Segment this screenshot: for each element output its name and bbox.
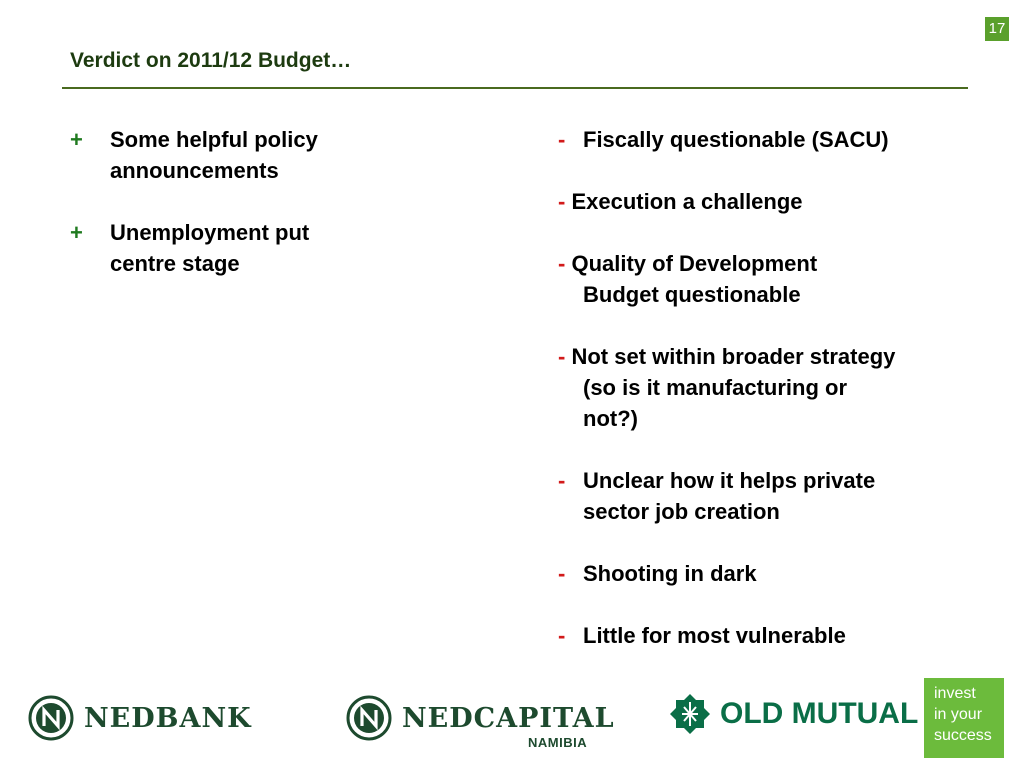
bullet-line: Shooting in dark (583, 561, 757, 586)
bullet-line: (so is it manufacturing or (583, 375, 848, 400)
tagline-line: in your (934, 706, 983, 723)
nedcapital-wordmark: NEDCAPITAL (402, 702, 615, 734)
tagline-line: success (934, 727, 992, 744)
bullet-line: Unemployment put (110, 220, 310, 245)
nedcapital-emblem-icon (346, 695, 392, 741)
bullet-line: Budget questionable (583, 282, 801, 307)
bullet-line: centre stage (110, 251, 240, 276)
bullet-line: Quality of Development (571, 251, 818, 276)
minus-marker: - (558, 344, 566, 369)
plus-marker: + (70, 220, 83, 245)
minus-marker: - (558, 127, 566, 152)
bullet-line: Not set within broader strategy (571, 344, 896, 369)
minus-marker: - (558, 189, 566, 214)
old-mutual-wordmark: OLD MUTUAL (720, 697, 919, 730)
minus-marker: - (558, 468, 566, 493)
footer-logos (0, 670, 1024, 768)
nedcapital-logo (346, 695, 615, 750)
list-item (556, 341, 996, 434)
list-item (556, 248, 996, 310)
page-number: 17 (985, 17, 1009, 41)
list-item (556, 124, 996, 155)
old-mutual-logo (668, 692, 918, 736)
bullet-line: Little for most vulnerable (583, 623, 846, 648)
bullet-line: Some helpful policy (110, 127, 318, 152)
minus-marker: - (558, 623, 566, 648)
tagline-line: invest (934, 685, 976, 702)
old-mutual-emblem-icon (668, 692, 712, 736)
bullet-line: announcements (110, 158, 279, 183)
plus-marker: + (70, 127, 83, 152)
list-item (556, 186, 996, 217)
slide-title: Verdict on 2011/12 Budget… (70, 49, 352, 72)
minus-marker: - (558, 561, 566, 586)
left-bullet-list (70, 124, 450, 279)
list-item (556, 558, 996, 589)
list-item (556, 620, 996, 651)
tagline-badge (924, 678, 1004, 758)
bullet-line: Unclear how it helps private (583, 468, 876, 493)
nedbank-wordmark: NEDBANK (84, 702, 252, 734)
right-bullet-list (556, 124, 996, 651)
minus-marker: - (558, 251, 566, 276)
bullet-line: sector job creation (583, 499, 780, 524)
list-item (70, 124, 450, 186)
bullet-line: Execution a challenge (571, 189, 803, 214)
list-item (556, 465, 996, 527)
list-item (70, 217, 450, 279)
bullet-line: not?) (583, 406, 638, 431)
nedbank-emblem-icon (28, 695, 74, 741)
nedcapital-subtitle: NAMIBIA (528, 735, 588, 750)
title-divider (62, 87, 968, 89)
nedbank-logo (28, 695, 252, 741)
bullet-line: Fiscally questionable (SACU) (583, 127, 889, 152)
